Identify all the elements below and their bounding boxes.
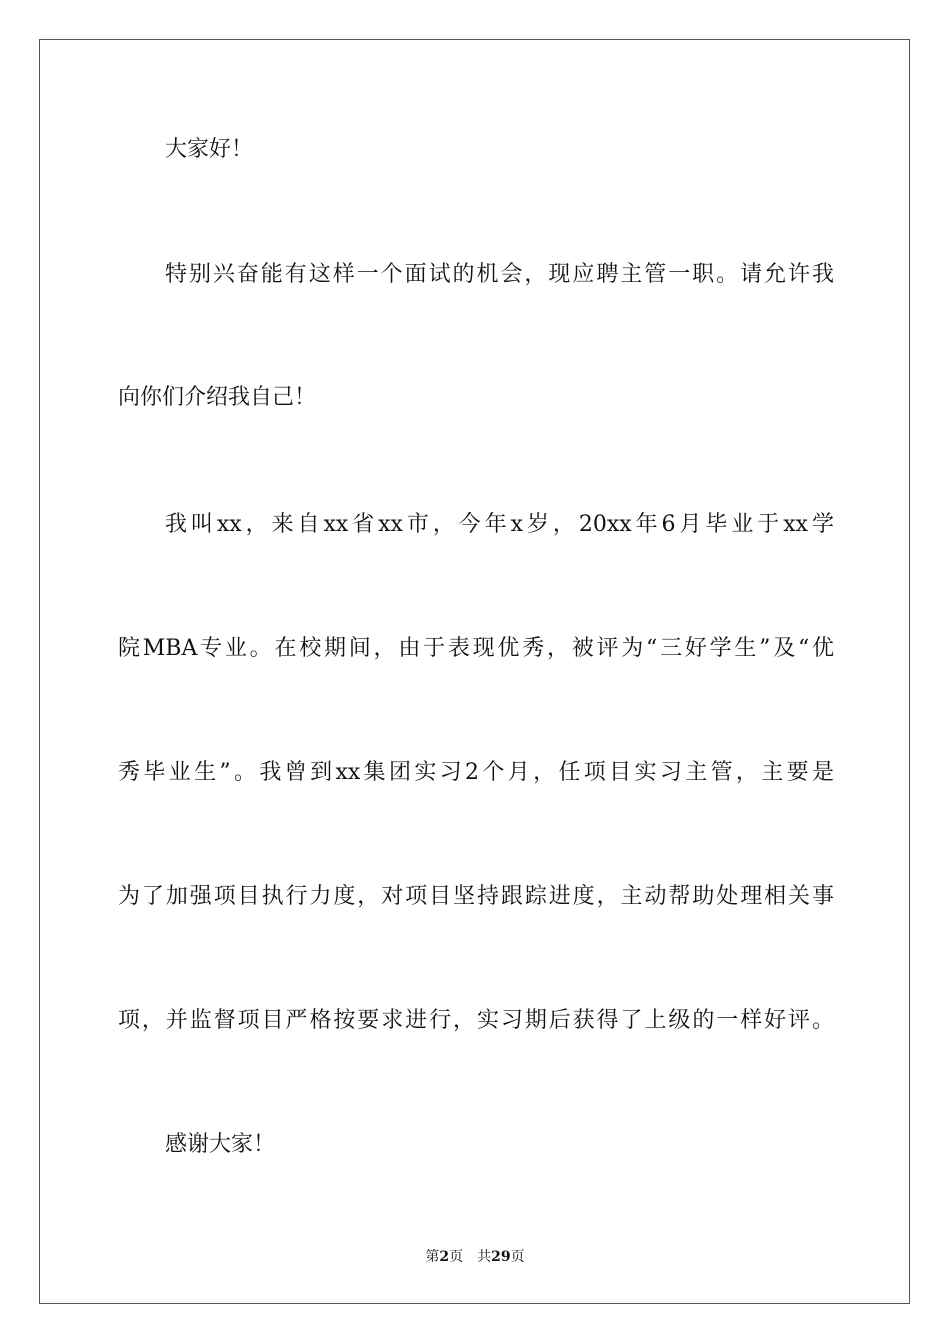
page-border [39, 39, 910, 1304]
closing-line: 感谢大家！ [165, 1132, 276, 1157]
page-number: 2 [439, 1249, 450, 1265]
paragraph-2-line-4: 为了加强项目执行力度，对项目坚持跟踪进度，主动帮助处理相关事 [118, 884, 834, 909]
paragraph-1-line-2: 向你们介绍我自己！ [118, 385, 317, 410]
paragraph-2-line-5: 项，并监督项目严格按要求进行，实习期后获得了上级的一样好评。 [118, 1008, 834, 1033]
greeting-line: 大家好！ [165, 137, 254, 162]
paragraph-1-line-1: 特别兴奋能有这样一个面试的机会，现应聘主管一职。请允许我 [165, 262, 834, 287]
paragraph-2-line-1: 我叫xx，来自xx省xx市，今年x岁，20xx年6月毕业于xx学 [165, 512, 834, 537]
page-prefix: 第 [425, 1249, 440, 1265]
page-suffix: 页 [449, 1249, 464, 1265]
total-pages: 29 [491, 1249, 511, 1265]
paragraph-2-line-2: 院MBA专业。在校期间，由于表现优秀，被评为“三好学生”及“优 [118, 636, 834, 661]
total-suffix: 页 [510, 1249, 525, 1265]
page-footer [0, 1247, 950, 1267]
paragraph-2-line-3: 秀毕业生”。我曾到xx集团实习2个月，任项目实习主管，主要是 [118, 760, 834, 785]
total-prefix: 共 [477, 1249, 492, 1265]
